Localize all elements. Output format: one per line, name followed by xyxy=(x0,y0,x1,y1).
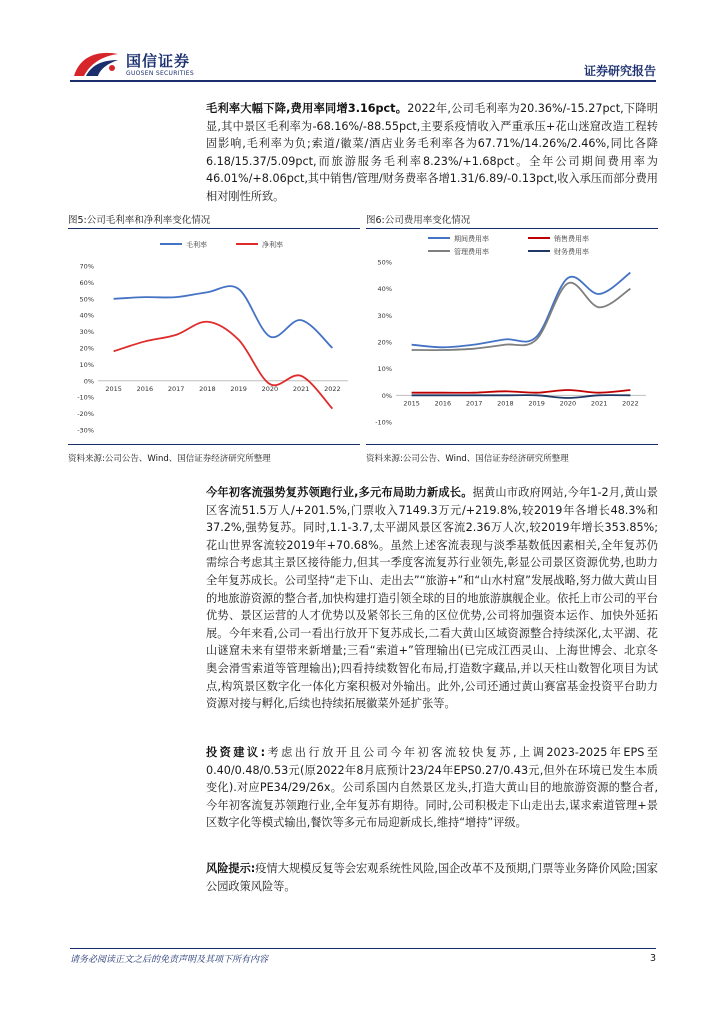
series-line-财务费用率 xyxy=(412,395,631,398)
logo-text-cn: 国信证券 xyxy=(126,52,191,70)
x-tick-label: 2022 xyxy=(324,384,341,393)
x-tick-label: 2018 xyxy=(199,384,216,393)
y-tick-label: 40% xyxy=(79,311,94,320)
legend-label: 管理费用率 xyxy=(454,248,489,256)
chart-figure-5 xyxy=(68,212,360,468)
y-tick-label: 10% xyxy=(79,360,94,369)
x-tick-label: 2015 xyxy=(403,399,420,408)
paragraph-body: 考虑出行放开且公司今年初客流较快复苏,上调2023-2025年EPS至0.40/0.48/0.53元(原2022年8月底预计23/24年EPS0.27/0.43元,但外在环境已发生本质变化).对应PE34/29/26x。公司系国内自然景区龙头,打造大黄山目的地旅游资源的整合者,今年初客流复苏领跑行业,全年复苏有期待。同时,公司积极走下山走出去,谋求索道管理+景区数字化等模式输出,餐饮等多元布局迎新成长,维持“增持”评级。 xyxy=(206,746,658,830)
y-tick-label: 40% xyxy=(377,285,392,294)
y-tick-label: 60% xyxy=(79,278,94,287)
x-tick-label: 2017 xyxy=(167,384,185,393)
paragraph-lead: 今年初客流强势复苏领跑行业,多元布局助力新成长。 xyxy=(206,486,473,499)
company-logo-icon xyxy=(72,46,122,80)
y-tick-label: 10% xyxy=(377,365,392,374)
paragraph-body: 据黄山市政府网站,今年1-2月,黄山景区客流51.5万人/+201.5%,门票收入7149.3万元/+219.8%,较2019年各增长48.3%和37.2%,强势复苏。同时,1.1-3.7,太平湖风景区客流2.36万人次,较2019年增长353.85%;花山世界客流较2019年+70.68%。虽然上述客流表现与淡季基数低因素相关,全年复苏仍需综合考虑其主景区接待能力,但其一季度客流复苏行业领先,彰显公司景区资源优势,也助力全年复苏成长。公司坚持“走下山、走出去”“旅游+”和“山水村窟”发展战略,努力做大黄山目的地旅游资源的整合者,加快构建打造引领全球的目的地旅游旗舰企业。依托上市公司的平台优势、景区运营的人才优势以及紧邻长三角的区位优势,公司将加强资本运作、加快外延拓展。今年来看,公司一看出行放开下复苏成长,二看大黄山区域资源整合持续深化,太平湖、花山谜窟未来有望带来新增量;三看“索道+”管理输出(已完成江西灵山、上海世博会、北京冬奥会滑雪索道等管理输出);四看持续数智化布局,打造数字藏品,并以天柱山数智化项目为试点,构筑景区数字化一体化方案积极对外输出。此外,公司还通过黄山赛富基金投资平台助力资源对接与孵化,后续也持续拓展徽菜外延扩张等。 xyxy=(206,486,658,711)
chart-title: 图6:公司费用率变化情况 xyxy=(366,215,471,226)
y-tick-label: 50% xyxy=(79,295,94,304)
page-number: 3 xyxy=(649,953,656,964)
logo-text-en: GUOSEN SECURITIES xyxy=(126,70,195,77)
x-tick-label: 2022 xyxy=(622,399,639,408)
page-header xyxy=(0,0,724,90)
report-type-title: 证券研究报告 xyxy=(583,64,656,78)
x-tick-label: 2016 xyxy=(434,399,452,408)
y-tick-label: -10% xyxy=(375,418,392,427)
series-line-毛利率 xyxy=(114,286,333,348)
series-line-管理费用率 xyxy=(412,283,631,350)
series-line-净利率 xyxy=(114,322,333,409)
paragraph-lead-suffix: 6pct。 xyxy=(367,102,408,115)
x-tick-label: 2015 xyxy=(105,384,122,393)
y-tick-label: -30% xyxy=(77,426,94,435)
y-tick-label: -10% xyxy=(77,393,94,402)
legend-label: 期间费用率 xyxy=(454,235,489,243)
chart-figure-6 xyxy=(366,212,658,468)
paragraph-margin xyxy=(206,100,658,206)
x-tick-label: 2021 xyxy=(292,384,310,393)
legend-label: 财务费用率 xyxy=(554,248,589,256)
legend-label: 毛利率 xyxy=(186,241,207,249)
chart-source: 资料来源:公司公告、Wind、国信证券经济研究所整理 xyxy=(68,454,271,464)
x-tick-label: 2019 xyxy=(528,399,545,408)
y-tick-label: 0% xyxy=(381,391,392,400)
y-tick-label: 70% xyxy=(79,262,94,271)
legend-label: 净利率 xyxy=(262,241,283,249)
x-tick-label: 2020 xyxy=(559,399,577,408)
paragraph-lead: 风险提示: xyxy=(206,862,256,875)
chart-profit-margins xyxy=(68,232,360,442)
chart-top-rule xyxy=(68,228,360,229)
chart-top-rule xyxy=(366,228,658,229)
x-tick-label: 2016 xyxy=(136,384,154,393)
y-tick-label: 30% xyxy=(377,311,392,320)
footer-disclaimer: 请务必阅读正文之后的免责声明及其项下所有内容 xyxy=(70,955,269,965)
x-tick-label: 2019 xyxy=(230,384,247,393)
x-tick-label: 2021 xyxy=(590,399,608,408)
chart-source: 资料来源:公司公告、Wind、国信证券经济研究所整理 xyxy=(366,454,569,464)
chart-expense-ratios xyxy=(366,232,658,442)
y-tick-label: 20% xyxy=(79,344,94,353)
x-tick-label: 2018 xyxy=(497,399,514,408)
paragraph-recovery xyxy=(206,484,658,713)
paragraph-lead: 毛利率大幅下降,费用率同增3.1 xyxy=(206,102,368,115)
y-tick-label: 0% xyxy=(83,377,94,386)
legend-label: 销售费用率 xyxy=(554,235,589,243)
series-line-期间费用率 xyxy=(412,273,631,348)
y-tick-label: 20% xyxy=(377,338,392,347)
paragraph-body: 2022年,公司毛利率为20.36%/-15.27pct,下降明显,其中景区毛利率为-68.16%/-88.55pct,主要系疫情收入严重承压+花山迷窟改造工程转固影响,毛利率为负;索道/徽菜/酒店业务毛利率各为67.71%/14.26%/2.46%,同比各降6.18/15.37/5.09pct,而旅游服务毛利率8.23%/+1.68pct。全年公司期间费用率为46.01%/+8.06pct,其中销售/管理/财务费率各增1.31/6.89/-0.13pct,收入承压而部分费用相对刚性所致。 xyxy=(206,102,658,203)
y-tick-label: 30% xyxy=(79,328,94,337)
paragraph-lead: 投资建议: xyxy=(206,746,266,759)
header-divider xyxy=(70,80,656,82)
y-tick-label: -20% xyxy=(77,410,94,419)
y-tick-label: 50% xyxy=(377,258,392,267)
paragraph-risk xyxy=(206,860,658,895)
chart-title: 图5:公司毛利率和净利率变化情况 xyxy=(68,215,211,226)
paragraph-investment-advice xyxy=(206,744,658,832)
chart-bottom-rule xyxy=(366,444,658,445)
footer-divider xyxy=(70,948,656,949)
x-tick-label: 2020 xyxy=(261,384,279,393)
paragraph-body: 疫情大规模反复等会宏观系统性风险,国企改革不及预期,门票等业务降价风险;国家公园政策风险等。 xyxy=(206,862,658,893)
x-tick-label: 2017 xyxy=(465,399,483,408)
chart-bottom-rule xyxy=(68,444,360,445)
series-line-销售费用率 xyxy=(412,390,631,393)
